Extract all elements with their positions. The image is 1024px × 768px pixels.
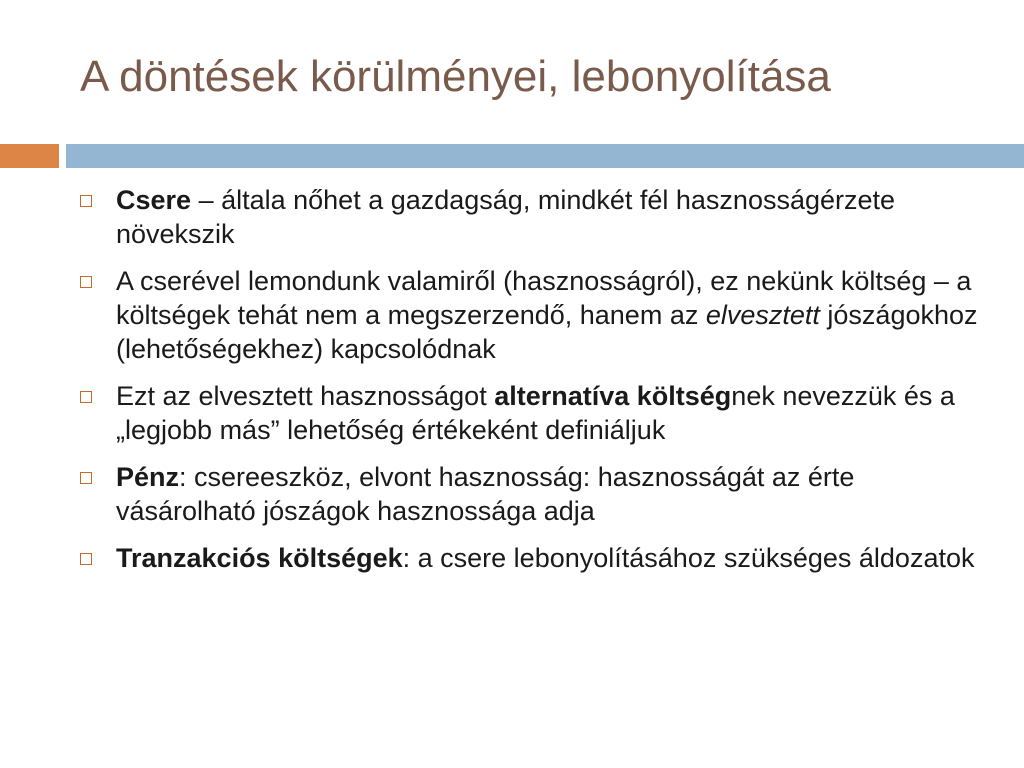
text-run-bold: Pénz [116, 462, 180, 492]
bullet-item [80, 460, 995, 528]
text-run-italic: elvesztett [705, 300, 820, 330]
bullet-text [116, 266, 978, 364]
bullet-text [116, 543, 974, 573]
text-run-bold: Tranzakciós költségek [116, 543, 403, 573]
bullet-item [80, 183, 995, 251]
square-bullet-icon [80, 195, 92, 207]
bullet-item [80, 541, 995, 575]
square-bullet-icon [80, 553, 92, 565]
bullet-item [80, 264, 995, 366]
text-run: : csereeszköz, elvont hasznosság: hasznosságát az érte vásárolható jószágok hasznossága adja [116, 462, 855, 526]
bullet-text [116, 185, 895, 249]
text-run: A cserével lemondunk valamiről (hasznosságról), ez nekünk költség – a költségek tehát nem a megszerzendő, hanem az [116, 266, 972, 330]
accent-bar-orange [0, 144, 59, 168]
slide-title: A döntések körülményei, lebonyolítása [80, 52, 831, 101]
bullet-item [80, 379, 995, 447]
square-bullet-icon [80, 472, 92, 484]
text-run-bold: alternatíva költség [494, 381, 732, 411]
text-run: Ezt az elvesztett hasznosságot [116, 381, 495, 411]
text-run: nek nevezzük és a „legjobb más” lehetőség értékeként definiáljuk [116, 381, 955, 445]
text-run: – általa nőhet a gazdagság, mindkét fél hasznosságérzete növekszik [116, 185, 896, 249]
accent-bar-blue [66, 144, 1024, 168]
square-bullet-icon [80, 276, 92, 288]
bullet-list [80, 183, 995, 588]
text-run: jószágokhoz (lehetőségekhez) kapcsolódnak [116, 300, 978, 364]
bullet-text [116, 381, 955, 445]
bullet-text [116, 462, 854, 526]
square-bullet-icon [80, 391, 92, 403]
text-run: : a csere lebonyolításához szükséges áldozatok [402, 543, 975, 573]
text-run-bold: Csere [116, 185, 192, 215]
